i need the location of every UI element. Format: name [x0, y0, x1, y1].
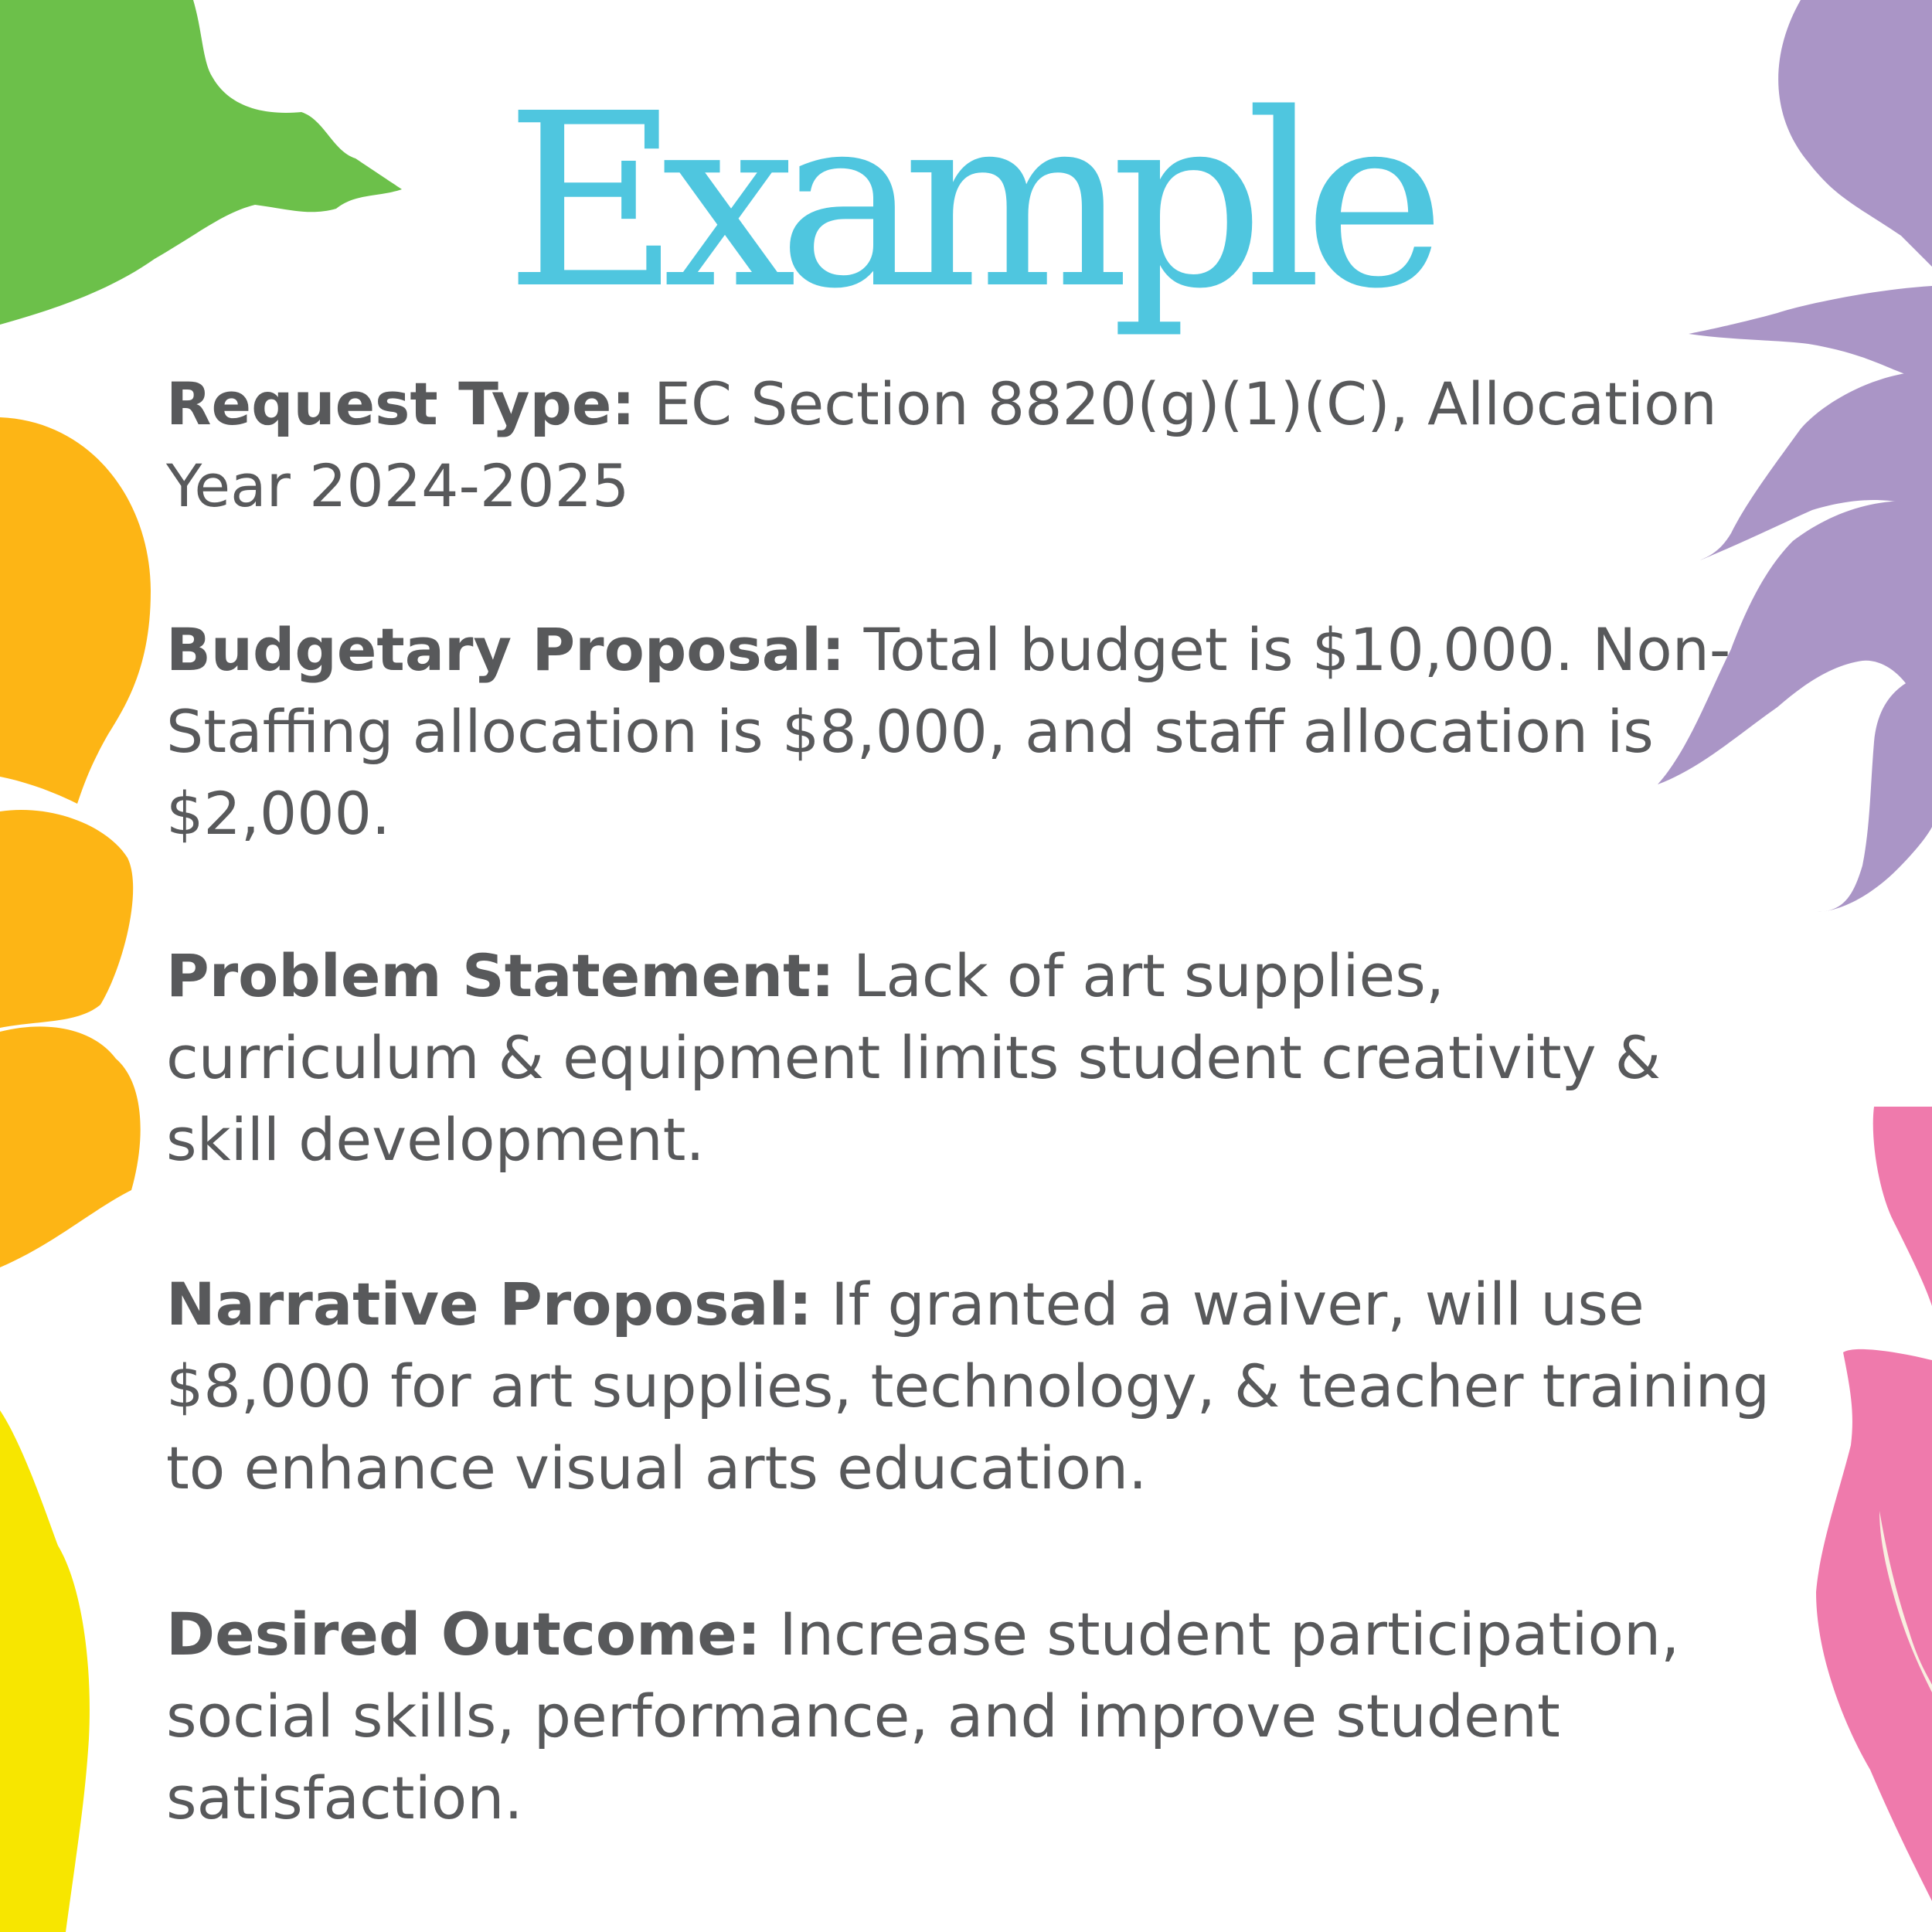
problem-statement-label: Problem Statement:	[166, 941, 835, 1010]
narrative-proposal-text: If granted a waiver, will use $8,000 for art supplies, technology, & teacher training to enhance visual arts education.	[166, 1270, 1770, 1502]
orange-petal-shape-2	[0, 810, 133, 1028]
request-type-text: EC Section 8820(g)(1)(C), Allocation Year 2024-2025	[166, 369, 1717, 520]
narrative-proposal-label: Narrative Proposal:	[166, 1270, 813, 1338]
request-type-paragraph	[166, 363, 1804, 527]
orange-petal-shape-3	[0, 1026, 141, 1267]
desired-outcome-label: Desired Outcome:	[166, 1600, 761, 1668]
page-title: Example	[505, 63, 1427, 342]
purple-leaf-shape-5	[1816, 672, 1932, 912]
pink-petal-shape-1	[1873, 1107, 1932, 1306]
desired-outcome-text: Increase student participation, social skills, performance, and improve student satisfaction.	[166, 1600, 1680, 1832]
yellow-shape	[0, 1410, 90, 1932]
problem-statement-paragraph	[166, 935, 1743, 1181]
budgetary-proposal-text: Total budget is $10,000. Non-Staffing allocation is $8,000, and staff allocation is $2,000.	[166, 615, 1731, 848]
request-type-label: Request Type:	[166, 369, 635, 438]
problem-statement-text: Lack of art supplies, curriculum & equipment limits student creativity & skill development.	[166, 941, 1662, 1174]
desired-outcome-paragraph	[166, 1594, 1743, 1839]
budgetary-proposal-paragraph	[166, 609, 1804, 855]
pink-petal-shape-2	[1816, 1349, 1932, 1901]
narrative-proposal-paragraph	[166, 1264, 1789, 1509]
orange-petal-shape-1	[0, 417, 151, 804]
budgetary-proposal-label: Budgetary Proposal:	[166, 615, 845, 684]
